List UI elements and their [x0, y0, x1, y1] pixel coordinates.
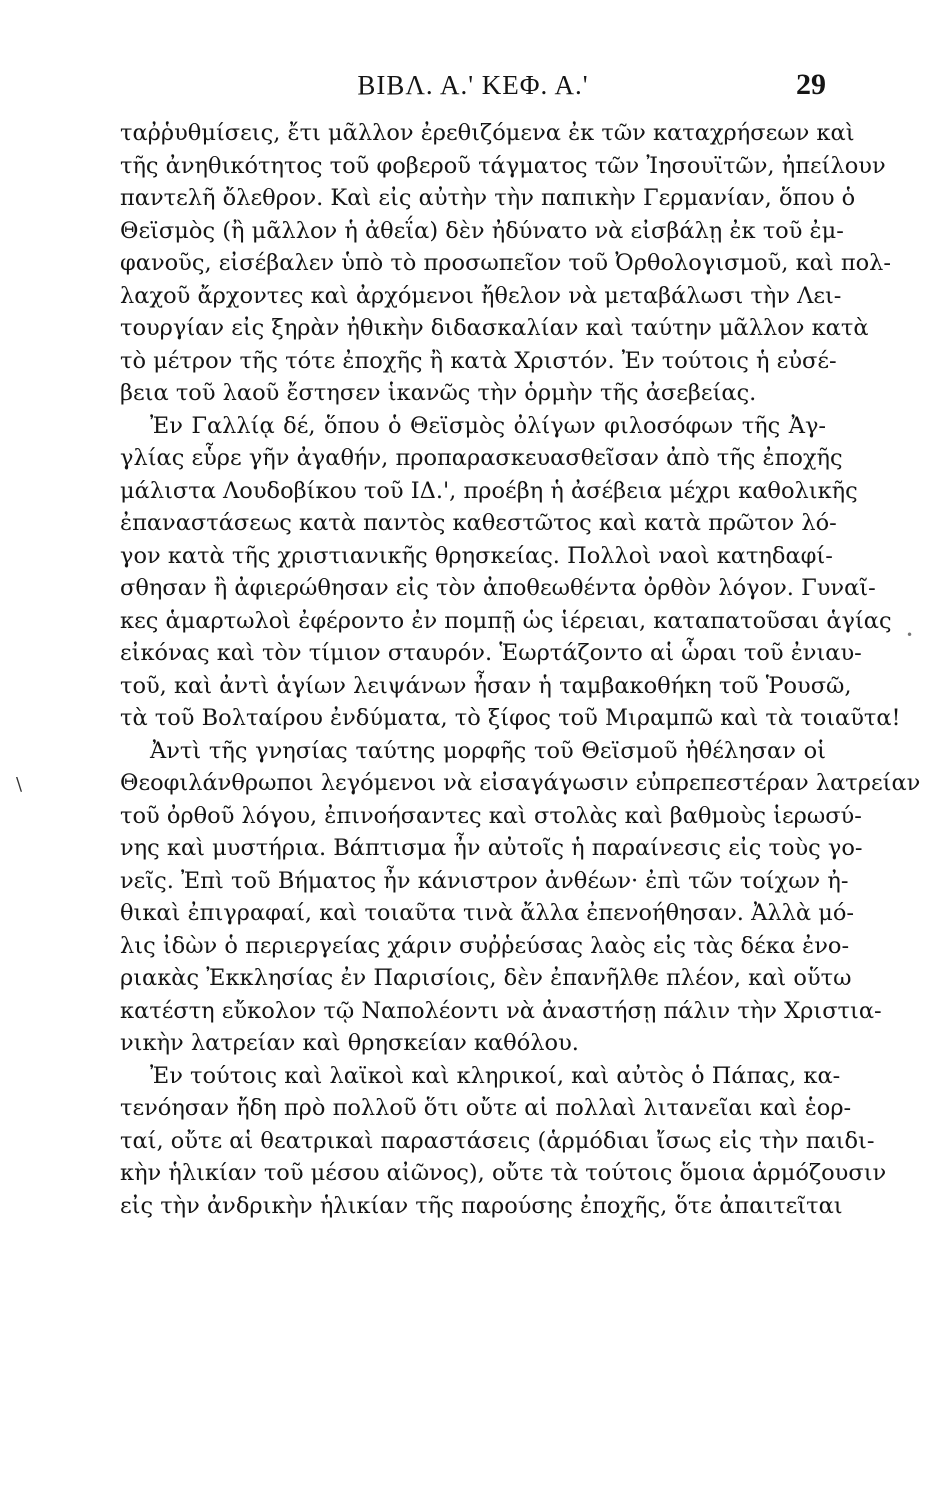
- text-line: βεια τοῦ λαοῦ ἔστησεν ἱκανῶς τὴν ὁρμὴν τῆς ἀσεβείας.: [120, 380, 757, 406]
- text-line: γλίας εὗρε γῆν ἀγαθήν, προπαρασκευασθεῖσαν ἀπὸ τῆς ἐποχῆς: [120, 445, 843, 471]
- text-line: γον κατὰ τῆς χριστιανικῆς θρησκείας. Πολλοὶ ναοὶ κατηδαφί-: [120, 542, 833, 569]
- text-line: ἐπαναστάσεως κατὰ παντὸς καθεστῶτος καὶ κατὰ πρῶτον λό-: [120, 510, 837, 536]
- text-line: μάλιστα Λουδοβίκου τοῦ ΙΔ.', προέβη ἡ ἀσέβεια μέχρι καθολικῆς: [120, 477, 858, 504]
- running-head: ΒΙΒΛ. Α.' ΚΕΦ. Α.': [357, 70, 589, 100]
- text-line: παντελῆ ὄλεθρον. Καὶ εἰς αὐτὴν τὴν παπικὴν Γερμανίαν, ὅπου ὁ: [120, 185, 856, 211]
- paragraph-3: [120, 735, 921, 1060]
- page-number: 29: [796, 68, 826, 101]
- text-line: ταῤῥυθμίσεις, ἔτι μᾶλλον ἐρεθιζόμενα ἐκ τῶν καταχρήσεων καὶ: [120, 120, 855, 146]
- text-line: εἰς τὴν ἀνδρικὴν ἡλικίαν τῆς παρούσης ἐποχῆς, ὅτε ἀπαιτεῖται: [120, 1192, 843, 1219]
- text-line: κὴν ἡλικίαν τοῦ μέσου αἰῶνος), οὔτε τὰ τούτοις ὅμοια ἁρμόζουσιν: [120, 1160, 887, 1186]
- margin-mark: \: [16, 774, 23, 795]
- text-line: τοῦ ὀρθοῦ λόγου, ἐπινοήσαντες καὶ στολὰς καὶ βαθμοὺς ἱερωσύ-: [120, 802, 862, 829]
- text-line: τὸ μέτρον τῆς τότε ἐποχῆς ἢ κατὰ Χριστόν. Ἐν τούτοις ἡ εὐσέ-: [120, 347, 837, 374]
- text-line: νης καὶ μυστήρια. Βάπτισμα ἦν αὐτοῖς ἡ παραίνεσις εἰς τοὺς γο-: [120, 835, 863, 861]
- text-line: Θεοφιλάνθρωποι λεγόμενοι νὰ εἰσαγάγωσιν εὐπρεπεστέραν λατρείαν: [120, 770, 921, 796]
- text-line: Ἀντὶ τῆς γνησίας ταύτης μορφῆς τοῦ Θεϊσμοῦ ἠθέλησαν οἱ: [150, 737, 826, 764]
- text-line: λαχοῦ ἄρχοντες καὶ ἀρχόμενοι ἤθελον νὰ μεταβάλωσι τὴν Λει-: [120, 282, 842, 309]
- text-line: ταί, οὔτε αἱ θεατρικαὶ παραστάσεις (ἁρμόδιαι ἴσως εἰς τὴν παιδι-: [120, 1127, 875, 1154]
- text-line: Θεϊσμὸς (ἢ μᾶλλον ἡ ἀθεΐα) δὲν ἠδύνατο νὰ εἰσβάλῃ ἐκ τοῦ ἐμ-: [120, 217, 844, 244]
- text-line: τουργίαν εἰς ξηρὰν ἠθικὴν διδασκαλίαν καὶ ταύτην μᾶλλον κατὰ: [120, 315, 869, 341]
- text-line: τενόησαν ἤδη πρὸ πολλοῦ ὅτι οὔτε αἱ πολλαὶ λιτανεῖαι καὶ ἑορ-: [120, 1095, 852, 1121]
- text-line: Ἐν Γαλλίᾳ δέ, ὅπου ὁ Θεϊσμὸς ὀλίγων φιλοσόφων τῆς Ἀγ-: [150, 412, 826, 439]
- text-line: κες ἁμαρτωλοὶ ἐφέροντο ἐν πομπῇ ὡς ἱέρειαι, καταπατοῦσαι ἁγίας: [120, 607, 892, 634]
- text-line: λις ἰδὼν ὁ περιεργείας χάριν συῤῥεύσας λαὸς εἰς τὰς δέκα ἐνο-: [120, 932, 850, 959]
- text-line: νεῖς. Ἐπὶ τοῦ Βήματος ἦν κάνιστρον ἀνθέων· ἐπὶ τῶν τοίχων ἠ-: [120, 867, 849, 894]
- text-line: ριακὰς Ἐκκλησίας ἐν Παρισίοις, δὲν ἐπανῆλθε πλέον, καὶ οὕτω: [120, 965, 852, 991]
- paragraph-4: [120, 1060, 887, 1223]
- text-line: τὰ τοῦ Βολταίρου ἐνδύματα, τὸ ξίφος τοῦ Μιραμπῶ καὶ τὰ τοιαῦτα!: [120, 705, 901, 731]
- text-line: Ἐν τούτοις καὶ λαϊκοὶ καὶ κληρικοί, καὶ αὐτὸς ὁ Πάπας, κα-: [150, 1062, 841, 1089]
- margin-dot: •: [906, 628, 914, 642]
- text-line: νικὴν λατρείαν καὶ θρησκείαν καθόλου.: [120, 1030, 579, 1056]
- text-line: κατέστη εὔκολον τῷ Ναπολέοντι νὰ ἀναστήσῃ πάλιν τὴν Χριστια-: [120, 997, 882, 1024]
- text-line: σθησαν ἢ ἀφιερώθησαν εἰς τὸν ἀποθεωθέντα ὀρθὸν λόγον. Γυναῖ-: [120, 575, 876, 601]
- text-line: φανοῦς, εἰσέβαλεν ὑπὸ τὸ προσωπεῖον τοῦ Ὀρθολογισμοῦ, καὶ πολ-: [120, 250, 892, 276]
- page-header: [120, 70, 826, 110]
- text-line: τῆς ἀνηθικότητος τοῦ φοβεροῦ τάγματος τῶν Ἰησουϊτῶν, ἠπείλουν: [120, 152, 886, 179]
- text-line: τοῦ, καὶ ἀντὶ ἁγίων λειψάνων ἦσαν ἡ ταμβακοθήκη τοῦ Ῥουσῶ,: [120, 672, 852, 699]
- paragraph-1: [120, 117, 892, 410]
- text-line: εἰκόνας καὶ τὸν τίμιον σταυρόν. Ἑωρτάζοντο αἱ ὧραι τοῦ ἐνιαυ-: [120, 640, 862, 666]
- paragraph-2: [120, 410, 901, 735]
- text-line: θικαὶ ἐπιγραφαί, καὶ τοιαῦτα τινὰ ἄλλα ἐπενοήθησαν. Ἀλλὰ μό-: [120, 900, 854, 926]
- body-text: [120, 117, 921, 1222]
